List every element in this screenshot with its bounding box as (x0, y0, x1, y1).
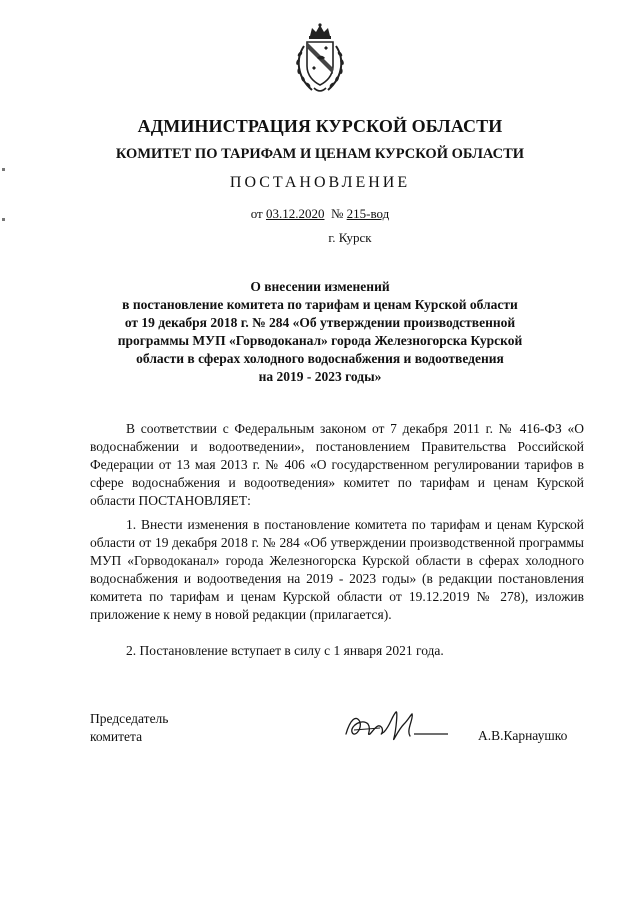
document-title (60, 278, 580, 386)
handwritten-signature-icon (340, 700, 460, 750)
title-line: в постановление комитета по тарифам и ценам Курской области (122, 297, 518, 312)
signer-position-line1: Председатель (90, 711, 169, 726)
date-prefix: от (250, 206, 263, 221)
coat-of-arms-icon (290, 22, 350, 96)
item-2-text: 2. Постановление вступает в силу с 1 января 2021 года. (126, 643, 444, 658)
title-line: области в сферах холодного водоснабжения и водоотведения (136, 351, 504, 366)
scan-artifact (2, 218, 5, 221)
item-1-paragraph (90, 516, 584, 624)
city: г. Курск (328, 230, 372, 245)
preamble-paragraph (90, 420, 584, 510)
document-date: 03.12.2020 (265, 206, 325, 221)
signer-name: А.В.Карнаушко (478, 728, 568, 743)
committee-title: КОМИТЕТ ПО ТАРИФАМ И ЦЕНАМ КУРСКОЙ ОБЛАСТИ (115, 146, 525, 162)
preamble-text: В соответствии с Федеральным законом от 7 декабря 2011 г. № 416-ФЗ «О водоснабжении и водоотведении», постановлением Правительства Российской Федерации от 13 мая 2013 г. № 406 «О государственном регулировании тарифов в сфере водоснабжения и водоотведения» комитет по тарифам и ценам Курской области ПОСТАНОВЛЯЕТ: (90, 421, 584, 508)
item-1-text: 1. Внести изменения в постановление комитета по тарифам и ценам Курской области от 19 декабря 2018 г. № 284 «Об утверждении производственной программы МУП «Горводоканал» города Железногорска Курской области в сферах холодного водоснабжения и водоотведения на 2019 - 2023 годы» (в редакции постановления комитета по тарифам и ценам Курской области от 19.12.2019 № 278), изложив приложение к нему в новой редакции (прилагается). (90, 517, 584, 622)
title-line: О внесении изменений (250, 279, 390, 294)
organization-title: АДМИНИСТРАЦИЯ КУРСКОЙ ОБЛАСТИ (137, 116, 503, 136)
signer-position (90, 710, 168, 746)
title-line: от 19 декабря 2018 г. № 284 «Об утверждении производственной (124, 315, 516, 330)
document-number: 215-вод (346, 206, 390, 221)
document-type: ПОСТАНОВЛЕНИЕ (229, 174, 411, 191)
number-prefix: № (330, 206, 344, 221)
title-line: программы МУП «Горводоканал» города Железногорска Курской (117, 333, 523, 348)
scan-artifact (2, 168, 5, 171)
date-number-line (0, 206, 640, 222)
signer-position-line2: комитета (90, 729, 143, 744)
item-2-paragraph (90, 642, 584, 660)
title-line: на 2019 - 2023 годы» (258, 369, 382, 384)
